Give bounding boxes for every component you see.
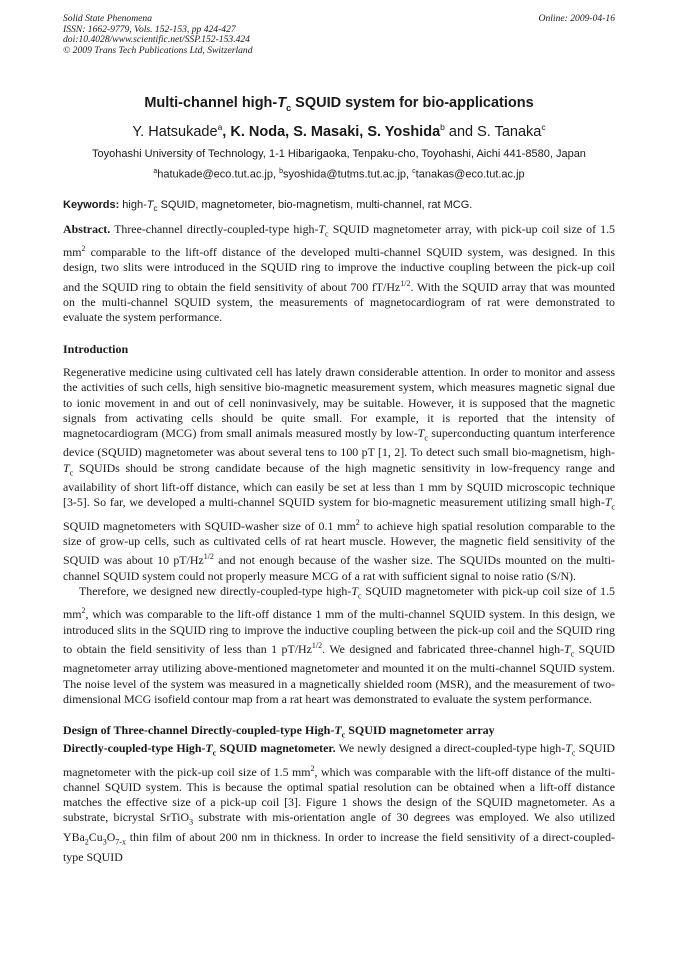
intro-paragraph-2: Therefore, we designed new directly-coupled-type high-$T_c$ SQUID magnetometer with pick-up coil size of 1.5 $mm^2$, which was comparable to the lift-off distance 1 mm of the multi-channel SQUID system. In this design, we introduced slits in the SQUID ring to improve the inductive coupling between the pick-up coil and the SQUID ring to obtain the field sensitivity of less than 1 $pT/Hz^{1/2}$. We designed and fabricated three-channel high-$T_c$ SQUID magnetometer array utilizing above-mentioned magnetometer and mounted it on the multi-channel SQUID system. The noise level of the system was measured in a magnetically shielded room (MSR), and the measurement of two-dimensional MCG isofield contour map from a rat heart was demonstrated to evaluate the system performance.	[63, 583, 615, 706]
issn-line: ISSN: 1662-9779, Vols. 152-153, pp 424-427	[63, 23, 236, 35]
affiliation: Toyohashi University of Technology, 1-1 Hibarigaoka, Tenpaku-cho, Toyohashi, Aichi 441-8580, Japan	[92, 147, 586, 160]
abstract: Abstract. Three-channel directly-coupled-type high-$T_c$ SQUID magnetometer array, with pick-up coil size of 1.5 $mm^2$ comparable to the lift-off distance of the developed multi-channel SQUID system, was designed. In this design, two slits were introduced in the SQUID ring to improve the inductive coupling between the pick-up coil and the SQUID ring to obtain the field sensitivity of about 700 $fT/Hz^{1/2}$. With the SQUID array that was mounted on the multi-channel SQUID system, the measurements of magnetocardiogram of rat were demonstrated to evaluate the system performance.	[63, 221, 615, 324]
doi-line: doi:10.4028/www.scientific.net/SSP.152-153.424	[63, 34, 250, 46]
design-paragraph: Directly-coupled-type High-$T_c$ SQUID magnetometer. We newly designed a direct-coupled-type high-$T_c$ SQUID magnetometer with the pick-up coil size of 1.5 $mm^2$, which was comparable with the lift-off distance of the multi-channel SQUID system. This is because the optimal spatial resolution can be obtained when a lift-off distance matches the effective size of a pick-up coil [3]. Figure 1 shows the design of the SQUID magnetometer. As a substrate, bicrystal SrTiO$_3$ substrate with mis-orientation angle of 30 degrees was employed. We also utilized $YBa_2Cu_3O_{7-x}$ thin film of about 200 nm in thickness. In order to increase the field sensitivity of a direct-coupled-type SQUID	[63, 741, 615, 864]
section-heading-introduction: Introduction	[63, 342, 129, 357]
online-date: Online: 2009-04-16	[538, 13, 615, 24]
copyright-line: © 2009 Trans Tech Publications Ltd, Switzerland	[63, 44, 253, 56]
section-heading-design: Design of Three-channel Directly-coupled-type High-$T_c$ SQUID magnetometer array	[63, 722, 495, 740]
journal-name: Solid State Phenomena	[63, 13, 152, 24]
design-subheading: Directly-coupled-type High-$T_c$ SQUID magnetometer.	[63, 741, 336, 758]
intro-paragraph-1: Regenerative medicine using cultivated cell has lately drawn considerable attention. In order to monitor and assess the activities of such cells, high sensitive bio-magnetic measurement system, which measures magnetic signal due to ionic movement in and out of cell noninvasively, may be suitable. However, it is supposed that the magnetic signals from activating cells should be quite small. For example, it is reported that the intensity of magnetocardiogram (MCG) from small animals measured mostly by low-$T_c$ superconducting quantum interference device (SQUID) magnetometer was about several tens to 100 pT [1, 2]. To detect such small bio-magnetism, high-$T_c$ SQUIDs should be strong candidate because of the high magnetic sensitivity in low-frequency range and availability of short lift-off distance, which can easily be set at less than 1 mm by SQUID microscopic technique [3-5]. So far, we developed a multi-channel SQUID system for bio-magnetic measurement utilizing small high-$T_c$ SQUID magnetometers with SQUID-washer size of 0.1 $mm^2$ to achieve high spatial resolution comparable to the size of grow-up cells, such as cultivated cells of rat heart muscle. However, the magnetic field sensitivity of the SQUID was about 10 $pT/Hz^{1/2}$ and not enough because of the washer size. The SQUIDs mounted on the multi-channel SQUID system could not properly measure MCG of a rat with sufficient signal to noise ratio (S/N).	[63, 365, 616, 583]
paper-title: Multi-channel high-$T_c$ SQUID system for bio-applications	[144, 95, 534, 113]
running-header	[63, 14, 615, 64]
keywords: Keywords: high-$T_c$ SQUID, magnetometer, bio-magnetism, multi-channel, rat MCG.	[63, 199, 473, 214]
author-list: Y. Hatsukade$^a$, K. Noda, S. Masaki, S. Yoshida$^b$ and S. Tanaka$^c$	[132, 121, 546, 140]
author-emails: $^a$hatukade@eco.tut.ac.jp, $^b$syoshida@tutms.tut.ac.jp, $^c$tanakas@eco.tut.ac.jp	[153, 167, 525, 181]
